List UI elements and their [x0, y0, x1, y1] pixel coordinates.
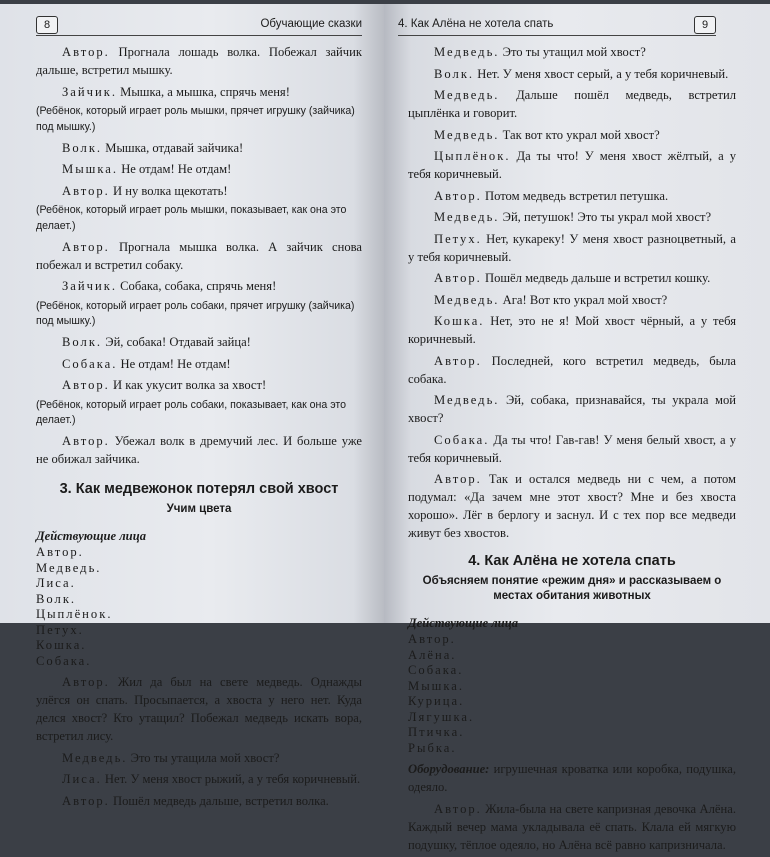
page-number: 8 — [36, 16, 58, 34]
speaker-name: Собака. — [62, 356, 118, 371]
section-title: 4. Как Алёна не хотела спать — [468, 553, 676, 569]
line-text: Это ты утащил мой хвост? — [502, 45, 646, 59]
cast-member: Рыбка. — [408, 740, 457, 755]
speaker-name: Автор. — [62, 378, 110, 392]
speaker-name: Автор. — [434, 271, 482, 285]
speaker-name: Медведь. — [62, 750, 128, 765]
speaker-name: Автор. — [434, 188, 482, 203]
cast-list — [36, 545, 362, 669]
cast-member: Цыплёнок. — [36, 607, 113, 621]
equipment-label: Оборудование: — [408, 762, 490, 776]
dialogue-line — [408, 86, 736, 122]
speaker-name: Автор. — [434, 801, 482, 816]
dialogue-line — [36, 673, 362, 745]
line-text: Не отдам! Не отдам! — [120, 356, 231, 371]
speaker-name: Медведь. — [434, 393, 500, 407]
speaker-name: Кошка. — [434, 314, 485, 328]
cast-member: Лиса. — [36, 576, 76, 590]
speaker-name: Автор. — [62, 675, 110, 689]
section-subtitle: Объясняем понятие «режим дня» и рассказываем о местах обитания животных — [422, 575, 722, 602]
dialogue-block — [36, 43, 362, 468]
dialogue-line — [36, 182, 362, 200]
line-text: Это ты утащила мой хвост? — [130, 750, 280, 765]
dialogue-line — [36, 770, 362, 788]
dialogue-line — [36, 139, 362, 157]
cast-member: Собака. — [408, 663, 464, 677]
line-text: Так вот кто украл мой хвост? — [502, 127, 660, 142]
stage-direction: (Ребёнок, который играет роль собаки, показывает, как она это делает.) — [36, 398, 347, 426]
dialogue-line — [408, 187, 736, 205]
dialogue-line — [408, 431, 736, 467]
line-text: Прогнала лошадь волка. Побежал зайчик дальше, встретил мышку. — [36, 45, 362, 77]
cast-member: Мышка. — [408, 678, 465, 693]
speaker-name: Автор. — [434, 472, 482, 486]
speaker-name: Зайчик. — [62, 84, 117, 99]
speaker-name: Медведь. — [434, 210, 500, 224]
text-column — [36, 43, 362, 813]
speaker-name: Медведь. — [434, 88, 500, 102]
line-text: Жила-была на свете капризная девочка Алёна. Каждый вечер мама укладывала её спать. Клала ей мягкую подушку, тёплое одеяло, но Алёна всё равно капризничала. — [408, 801, 736, 852]
line-text: Не отдам! Не отдам! — [121, 162, 232, 176]
dialogue-line — [408, 470, 736, 542]
header-rule — [36, 35, 362, 36]
line-text: Мышка, отдавай зайчика! — [105, 140, 244, 155]
dialogue-line — [36, 43, 362, 79]
stage-direction: (Ребёнок, который играет роль собаки, прячет игрушку (зайчика) под мышку.) — [36, 299, 355, 327]
cast-heading: Действующие лица — [36, 529, 146, 543]
speaker-name: Автор. — [62, 434, 110, 448]
dialogue-line — [36, 333, 362, 351]
dialogue-line — [36, 160, 362, 178]
cast-member: Птичка. — [408, 725, 465, 739]
page-number: 9 — [694, 16, 716, 34]
cast-list — [408, 632, 736, 756]
line-text: Дальше пошёл медведь, встретил цыплёнка и говорит. — [408, 88, 736, 120]
speaker-name: Волк. — [62, 140, 103, 155]
speaker-name: Лиса. — [62, 772, 102, 786]
line-text: Последней, кого встретил медведь, была собака. — [408, 353, 736, 386]
speaker-name: Автор. — [62, 239, 110, 254]
dialogue-line — [408, 126, 736, 144]
equipment-text: игрушечная кроватка или коробка, подушка, одеяло. — [408, 762, 736, 794]
stage-direction: (Ребёнок, который играет роль мышки, показывает, как она это делает.) — [36, 204, 347, 232]
line-text: Собака, собака, спрячь меня! — [120, 279, 277, 293]
line-text: Да ты что! У меня хвост жёлтый, а у тебя коричневый. — [408, 149, 736, 181]
line-text: Потом медведь встретил петушка. — [484, 188, 669, 203]
dialogue-line — [36, 792, 362, 810]
dialogue-line — [36, 749, 362, 767]
line-text: Нет, это не я! Мой хвост чёрный, а у тебя коричневый. — [408, 314, 736, 346]
line-text: И как укусит волка за хвост! — [112, 378, 267, 392]
speaker-name: Автор. — [62, 45, 110, 59]
dialogue-line — [36, 355, 362, 373]
speaker-name: Автор. — [434, 353, 482, 368]
cast-member: Курица. — [408, 694, 465, 708]
running-head: Обучающие сказки — [260, 18, 362, 30]
dialogue-block — [408, 800, 736, 854]
dialogue-line — [36, 238, 362, 274]
dialogue-line — [36, 277, 362, 295]
dialogue-line — [408, 312, 736, 348]
speaker-name: Медведь. — [434, 45, 500, 59]
speaker-name: Волк. — [434, 66, 475, 81]
line-text: Эй, собака, признавайся, ты украла мой хвост? — [408, 393, 736, 425]
dialogue-line — [408, 391, 736, 427]
cast-member: Собака. — [36, 653, 92, 668]
section-subtitle: Учим цвета — [166, 503, 232, 515]
dialogue-line — [408, 352, 736, 388]
dialogue-line — [408, 208, 736, 226]
line-text: Эй, петушок! Это ты украл мой хвост? — [502, 210, 712, 224]
speaker-name: Волк. — [62, 335, 103, 349]
line-text: Прогнала мышка волка. А зайчик снова побежал и встретил собаку. — [36, 239, 362, 272]
dialogue-line — [36, 83, 362, 101]
left-page — [0, 4, 384, 808]
line-text: Ага! Вот кто украл мой хвост? — [502, 292, 668, 307]
line-text: Убежал волк в дремучий лес. И больше уже не обижал зайчика. — [36, 434, 362, 466]
line-text: Нет, кукареку! У меня хвост разноцветный, а у тебя коричневый. — [408, 231, 736, 264]
speaker-name: Петух. — [434, 231, 482, 246]
line-text: Пошёл медведь дальше, встретил волка. — [112, 793, 329, 808]
cast-member: Алёна. — [408, 647, 457, 662]
dialogue-line — [408, 800, 736, 854]
line-text: Мышка, а мышка, спрячь меня! — [120, 84, 290, 99]
speaker-name: Цыплёнок. — [434, 149, 511, 163]
line-text: Так и остался медведь ни с чем, а потом подумал: «Да зачем мне этот хвост? Мне и без хвоста хорошо». Лёг в берлогу и заснул. И с тех пор все медведи живут без хвостов. — [408, 472, 736, 540]
dialogue-line — [408, 43, 736, 61]
dialogue-line — [408, 269, 736, 287]
right-page — [384, 4, 770, 852]
cast-member: Волк. — [36, 591, 77, 606]
equipment-line — [408, 760, 736, 796]
line-text: Жил да был на свете медведь. Однажды улёгся он спать. Просыпается, а хвоста у него нет. Куда делся хвост? Кто утащил? Побежал медведь искать вора, встретил лису. — [36, 675, 362, 743]
dialogue-line — [408, 147, 736, 183]
cast-member: Автор. — [408, 632, 456, 646]
dialogue-block — [408, 43, 736, 542]
dialogue-line — [408, 230, 736, 266]
dialogue-line — [408, 65, 736, 83]
line-text: Да ты что! Гав-гав! У меня белый хвост, а у тебя коричневый. — [408, 432, 736, 465]
running-head: 4. Как Алёна не хотела спать — [398, 18, 554, 30]
cast-member: Лягушка. — [408, 709, 475, 724]
speaker-name: Медведь. — [434, 127, 500, 142]
dialogue-line — [36, 376, 362, 394]
cast-heading: Действующие лица — [408, 616, 518, 630]
stage-direction: (Ребёнок, который играет роль мышки, прячет игрушку (зайчика) под мышку.) — [36, 105, 355, 133]
cast-member: Петух. — [36, 622, 84, 637]
line-text: Пошёл медведь дальше и встретил кошку. — [484, 271, 711, 285]
text-column — [408, 43, 736, 857]
cast-member: Автор. — [36, 545, 84, 559]
dialogue-line — [36, 432, 362, 468]
header-rule — [398, 35, 716, 36]
line-text: И ну волка щекотать! — [112, 183, 228, 198]
line-text: Нет. У меня хвост рыжий, а у тебя коричневый. — [104, 772, 361, 786]
line-text: Эй, собака! Отдавай зайца! — [105, 335, 251, 349]
cast-member: Медведь. — [36, 560, 102, 575]
dialogue-line — [408, 291, 736, 309]
speaker-name: Мышка. — [62, 162, 119, 176]
cast-member: Кошка. — [36, 638, 87, 652]
speaker-name: Автор. — [62, 183, 110, 198]
speaker-name: Медведь. — [434, 292, 500, 307]
speaker-name: Собака. — [434, 432, 490, 447]
speaker-name: Автор. — [62, 793, 110, 808]
line-text: Нет. У меня хвост серый, а у тебя коричневый. — [477, 66, 729, 81]
dialogue-block — [36, 673, 362, 810]
section-title: 3. Как медвежонок потерял свой хвост — [59, 481, 339, 497]
speaker-name: Зайчик. — [62, 279, 117, 293]
